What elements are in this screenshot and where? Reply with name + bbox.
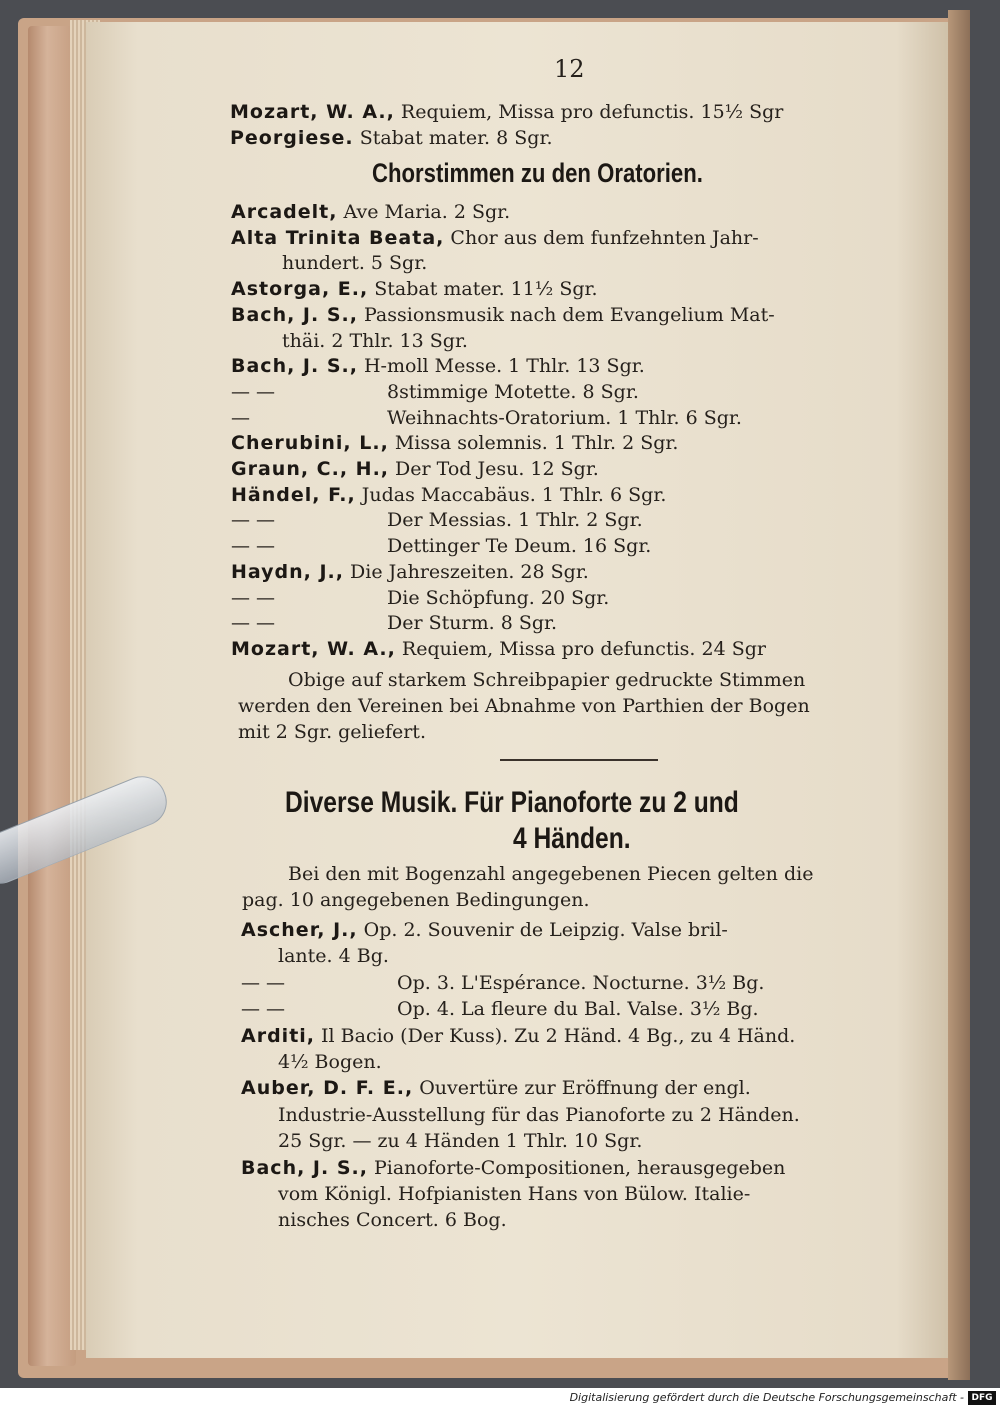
entry-name: — —	[241, 971, 286, 994]
entry-text: Op. 3. L'Espérance. Nocturne. 3½ Bg.	[391, 971, 765, 994]
entry-text: Passionsmusik nach dem Evangelium Mat-	[357, 303, 775, 326]
entry-name: Cherubini, L.,	[231, 432, 389, 455]
entry-name: — —	[231, 380, 276, 403]
entry-name: Bach, J. S.,	[231, 303, 358, 326]
entry-name: —	[231, 406, 250, 429]
entry-text: Pianoforte-Compositionen, herausgegeben	[367, 1156, 786, 1179]
entry-text: 4½ Bogen.	[278, 1051, 382, 1073]
entry-line	[282, 329, 468, 355]
entry-text: 8stimmige Motette. 8 Sgr.	[381, 380, 639, 403]
entry-line	[231, 586, 609, 612]
entry-line	[231, 303, 775, 329]
entry-text: Stabat mater. 11½ Sgr.	[368, 278, 598, 301]
entry-line	[278, 1208, 507, 1234]
entry-line	[241, 1024, 795, 1050]
entry-text: Il Bacio (Der Kuss). Zu 2 Händ. 4 Bg., zu 4 Händ.	[315, 1024, 796, 1047]
entry-text: Weihnachts-Oratorium. 1 Thlr. 6 Sgr.	[381, 406, 742, 429]
entry-text: Der Tod Jesu. 12 Sgr.	[389, 458, 599, 480]
intro-line: pag. 10 angegebenen Bedingungen.	[242, 889, 590, 911]
entry-line	[241, 997, 759, 1023]
entry-text: vom Königl. Hofpianisten Hans von Bülow. Italie-	[278, 1183, 751, 1205]
entry-line	[231, 406, 742, 432]
entry-line	[241, 971, 764, 997]
entry-text: Requiem, Missa pro defunctis. 15½ Sgr	[394, 101, 784, 123]
entry-text: Requiem, Missa pro defunctis. 24 Sgr	[395, 637, 766, 660]
entry-line	[231, 534, 651, 560]
note-line: Obige auf starkem Schreibpapier gedruckte Stimmen	[288, 669, 806, 691]
entry-line	[231, 277, 598, 303]
entry-line	[230, 126, 552, 152]
entry-text: nisches Concert. 6 Bog.	[278, 1209, 507, 1232]
entry-line	[241, 1076, 751, 1102]
entry-name: Bach, J. S.,	[241, 1156, 368, 1179]
footer-credit: Digitalisierung gefördert durch die Deutsche Forschungsgemeinschaft -	[569, 1391, 964, 1404]
intro-line: Bei den mit Bogenzahl angegebenen Piecen gelten die	[288, 863, 814, 885]
entry-text: Der Sturm. 8 Sgr.	[381, 612, 558, 635]
entry-text: Ouvertüre zur Eröffnung der engl.	[413, 1077, 751, 1100]
entry-line	[231, 457, 599, 483]
entry-name: Arcadelt,	[231, 201, 338, 223]
entry-name: Haydn, J.,	[231, 560, 344, 583]
entry-text: Op. 4. La fleure du Bal. Valse. 3½ Bg.	[391, 998, 759, 1021]
entry-text: Judas Maccabäus. 1 Thlr. 6 Sgr.	[355, 483, 667, 506]
entry-name: Auber, D. F. E.,	[241, 1077, 414, 1100]
dfg-logo: DFG	[968, 1391, 996, 1405]
entry-name: Graun, C., H.,	[231, 458, 390, 480]
entry-line	[231, 560, 589, 586]
entry-text: lante. 4 Bg.	[278, 945, 389, 968]
note-line: werden den Vereinen bei Abnahme von Parthien der Bogen	[238, 695, 810, 717]
entry-text: Dettinger Te Deum. 16 Sgr.	[381, 535, 652, 558]
entry-text: Ave Maria. 2 Sgr.	[337, 201, 511, 223]
entry-name: Arditi,	[241, 1024, 316, 1047]
entry-line	[231, 431, 678, 457]
entry-line	[278, 1182, 750, 1208]
section-title-diverse-music-cont: 4 Händen.	[513, 822, 631, 855]
entry-text: Industrie-Ausstellung für das Pianoforte zu 2 Händen.	[278, 1103, 800, 1126]
entry-name: Händel, F.,	[231, 483, 356, 506]
section-title-oratorios: Chorstimmen zu den Oratorien.	[372, 158, 703, 188]
entry-line	[231, 508, 643, 534]
entry-line	[241, 1156, 785, 1182]
entry-line	[231, 354, 645, 380]
entry-line	[231, 611, 557, 637]
entry-name: Alta Trinita Beata,	[231, 226, 445, 249]
entry-text: Missa solemnis. 1 Thlr. 2 Sgr.	[388, 432, 679, 455]
footer	[0, 1388, 1000, 1409]
entry-line	[231, 637, 766, 663]
entry-text: Die Jahreszeiten. 28 Sgr.	[344, 560, 589, 583]
entry-name: Astorga, E.,	[231, 278, 369, 301]
entry-line	[278, 1050, 382, 1076]
entry-line	[231, 226, 759, 252]
entry-line	[278, 1129, 642, 1155]
entry-text: thäi. 2 Thlr. 13 Sgr.	[282, 329, 468, 352]
entry-text: 25 Sgr. — zu 4 Händen 1 Thlr. 10 Sgr.	[278, 1130, 643, 1153]
entry-name: Bach, J. S.,	[231, 355, 358, 378]
entry-line	[231, 483, 666, 509]
entry-name: — —	[231, 612, 276, 635]
entry-line	[282, 251, 427, 277]
section-title-diverse-music: Diverse Musik. Für Pianoforte zu 2 und	[285, 786, 739, 819]
note-line: mit 2 Sgr. geliefert.	[238, 721, 426, 743]
entry-name: Mozart, W. A.,	[231, 637, 396, 660]
entry-text: hundert. 5 Sgr.	[282, 252, 428, 275]
right-cover-edge	[948, 10, 970, 1380]
entry-text: Der Messias. 1 Thlr. 2 Sgr.	[381, 509, 643, 532]
entry-text: Op. 2. Souvenir de Leipzig. Valse bril-	[357, 919, 728, 941]
entry-line	[231, 200, 510, 226]
entry-name: Peorgiese.	[230, 127, 354, 149]
entry-line	[278, 1103, 800, 1129]
entry-name: — —	[241, 998, 286, 1021]
entry-text: Chor aus dem funfzehnten Jahr-	[444, 226, 759, 249]
entry-name: Ascher, J.,	[241, 919, 358, 941]
entry-text: H-moll Messe. 1 Thlr. 13 Sgr.	[357, 355, 645, 378]
entry-text: Stabat mater. 8 Sgr.	[353, 127, 553, 149]
entry-name: — —	[231, 535, 276, 558]
page-number: 12	[554, 55, 585, 83]
book-spine-edge	[28, 26, 76, 1366]
entry-name: — —	[231, 509, 276, 532]
section-divider	[500, 759, 658, 761]
entry-line	[241, 918, 728, 944]
entry-name: Mozart, W. A.,	[230, 101, 395, 123]
entry-line	[278, 944, 389, 970]
entry-line	[230, 100, 783, 126]
entry-name: — —	[231, 586, 276, 609]
entry-text: Die Schöpfung. 20 Sgr.	[381, 586, 610, 609]
entry-line	[231, 380, 639, 406]
